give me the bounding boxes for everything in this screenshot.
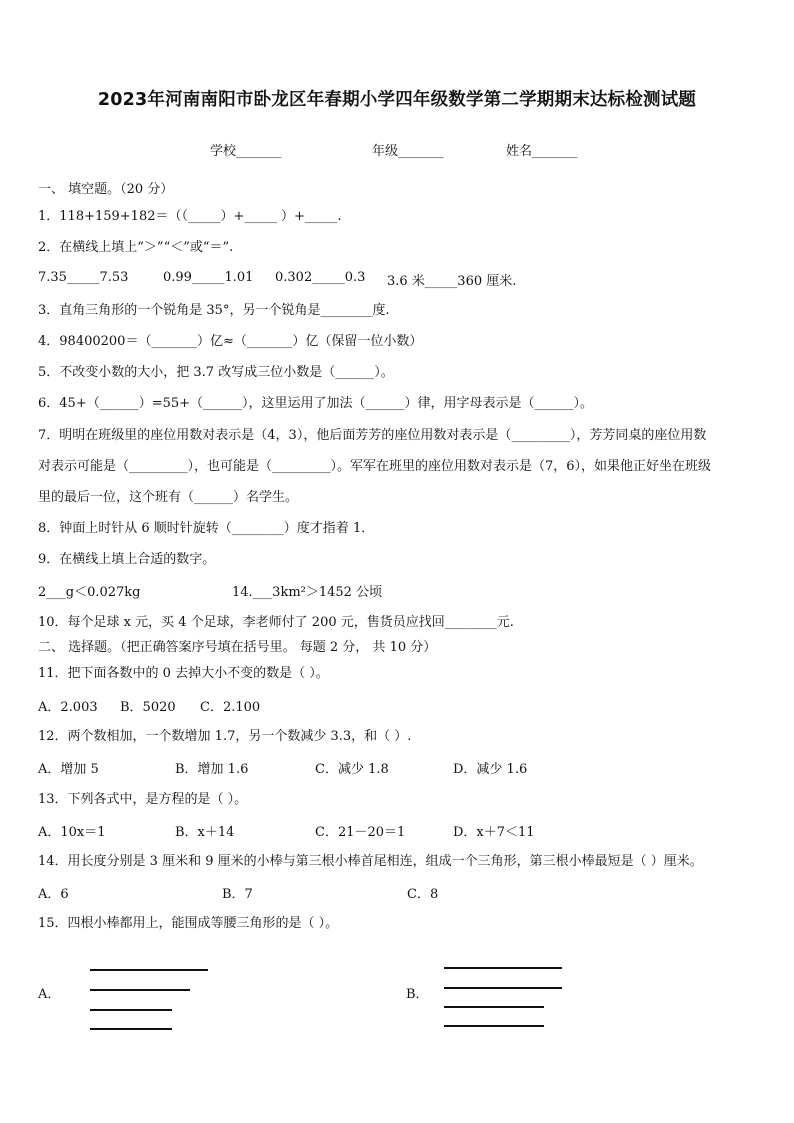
question-14-option-a[interactable]: A．6 bbox=[38, 887, 69, 902]
question-2-item-c: 0.302_____0.3 bbox=[275, 270, 366, 285]
stick-a-1 bbox=[90, 969, 208, 971]
question-14-option-b[interactable]: B．7 bbox=[222, 887, 253, 902]
question-11-option-b[interactable]: B．5020 bbox=[120, 700, 176, 715]
page-title: 2023年河南南阳市卧龙区年春期小学四年级数学第二学期期末达标检测试题 bbox=[97, 90, 697, 110]
stick-b-3 bbox=[444, 1006, 544, 1008]
question-15-option-b[interactable]: B． bbox=[406, 987, 429, 1002]
question-2-item-a: 7.35_____7.53 bbox=[38, 270, 129, 285]
question-4: 4．98400200＝（_______）亿≈（_______）亿（保留一位小数） bbox=[38, 334, 423, 349]
question-12: 12．两个数相加，一个数增加 1.7，另一个数减少 3.3，和（ ）. bbox=[38, 729, 412, 744]
school-field[interactable]: 学校_______ bbox=[210, 144, 282, 159]
question-12-option-b[interactable]: B．增加 1.6 bbox=[175, 762, 249, 777]
question-3: 3．直角三角形的一个锐角是 35°，另一个锐角是________度. bbox=[38, 303, 390, 318]
question-7-line-1: 7．明明在班级里的座位用数对表示是（4，3），他后面芳芳的座位用数对表示是（_________），芳芳同桌的座位用数 bbox=[38, 428, 707, 443]
question-13-option-d[interactable]: D．x＋7＜11 bbox=[453, 825, 535, 840]
question-11-option-c[interactable]: C．2.100 bbox=[200, 700, 261, 715]
question-13-option-c[interactable]: C．21－20＝1 bbox=[315, 825, 406, 840]
question-6: 6．45+（______）=55+（______），这里运用了加法（______）律，用字母表示是（______）。 bbox=[38, 396, 594, 411]
stick-a-3 bbox=[90, 1009, 172, 1011]
question-2-item-b: 0.99_____1.01 bbox=[163, 270, 254, 285]
question-7-line-3: 里的最后一位，这个班有（______）名学生。 bbox=[38, 490, 299, 505]
question-14: 14．用长度分别是 3 厘米和 9 厘米的小棒与第三根小棒首尾相连，组成一个三角形，第三根小棒最短是（ ）厘米。 bbox=[38, 854, 703, 869]
question-2-item-d: 3.6 米_____360 厘米. bbox=[387, 274, 517, 289]
question-12-option-c[interactable]: C．减少 1.8 bbox=[315, 762, 389, 777]
question-14-option-c[interactable]: C．8 bbox=[407, 887, 439, 902]
question-9-item-a: 2___g＜0.027kg bbox=[38, 585, 141, 600]
stick-b-1 bbox=[444, 967, 562, 969]
question-15: 15．四根小棒都用上，能围成等腰三角形的是（ ）。 bbox=[38, 916, 339, 931]
question-9-item-b: 14.___3km²＞1452 公顷 bbox=[232, 585, 383, 600]
question-12-option-a[interactable]: A．增加 5 bbox=[38, 762, 99, 777]
grade-field[interactable]: 年级_______ bbox=[372, 144, 444, 159]
question-15-option-a[interactable]: A． bbox=[38, 987, 61, 1002]
stick-b-2 bbox=[444, 987, 562, 989]
question-7-line-2: 对表示可能是（_________），也可能是（_________）。军军在班里的座位用数对表示是（7，6），如果他正好坐在班级 bbox=[38, 459, 712, 474]
question-13: 13．下列各式中，是方程的是（ ）。 bbox=[38, 792, 248, 807]
question-13-option-a[interactable]: A．10x＝1 bbox=[38, 825, 106, 840]
stick-a-2 bbox=[90, 989, 190, 991]
section-heading-choice: 二、 选择题。（把正确答案序号填在括号里。 每题 2 分， 共 10 分） bbox=[38, 640, 437, 655]
question-10: 10．每个足球 x 元，买 4 个足球，李老师付了 200 元，售货员应找回________元. bbox=[38, 615, 514, 630]
stick-b-4 bbox=[444, 1025, 544, 1027]
question-5: 5．不改变小数的大小，把 3.7 改写成三位小数是（______）。 bbox=[38, 365, 394, 380]
question-1: 1．118+159+182＝（（_____）+_____ ）+_____. bbox=[38, 209, 342, 224]
question-11-option-a[interactable]: A．2.003 bbox=[38, 700, 98, 715]
question-8: 8．钟面上时针从 6 顺时针旋转（________）度才指着 1． bbox=[38, 521, 375, 536]
question-12-option-d[interactable]: D．减少 1.6 bbox=[453, 762, 528, 777]
stick-a-4 bbox=[90, 1028, 172, 1030]
question-11: 11．把下面各数中的 0 去掉大小不变的数是（ ）。 bbox=[38, 666, 329, 681]
name-field[interactable]: 姓名_______ bbox=[506, 144, 578, 159]
question-2: 2．在横线上填上“＞”“＜”或“＝”. bbox=[38, 240, 234, 255]
question-9: 9．在横线上填上合适的数字。 bbox=[38, 552, 216, 567]
question-13-option-b[interactable]: B．x＋14 bbox=[175, 825, 235, 840]
section-heading-fill: 一、 填空题。（20 分） bbox=[38, 182, 174, 197]
